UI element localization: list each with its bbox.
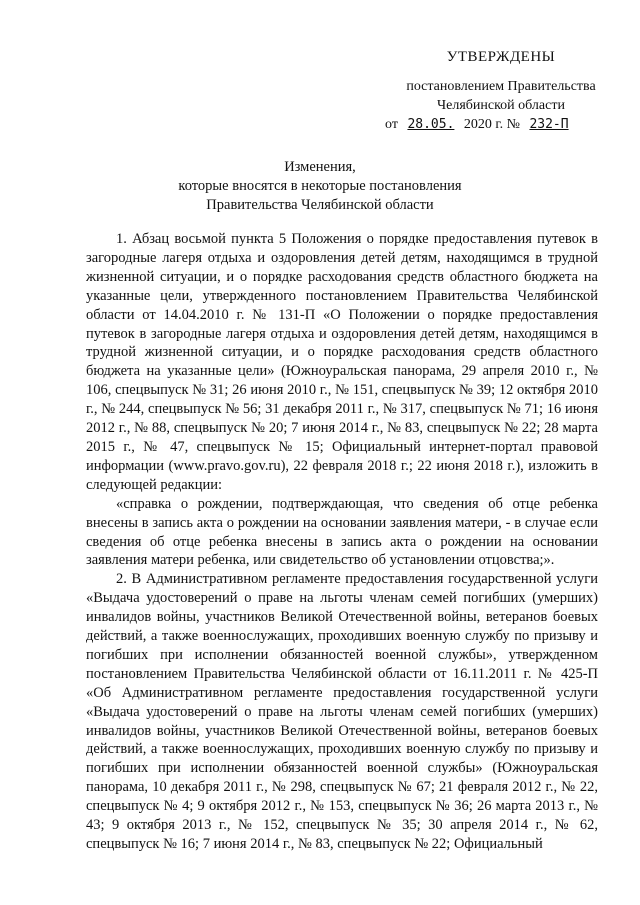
approval-line-1: постановлением Правительства: [406, 79, 596, 94]
paragraph-2: 2. В Административном регламенте предоставления государственной услуги «Выдача удостоверений о праве на льготы членам семей погибших (умерших) инвалидов войны, участников Великой Отечественной войны, ветеранов боевых действий, а также военнослужащих, проходивших военную службу по призыву и погибших при исполнении обязанностей военной службы», утвержденном постановлением Правительства Челябинской области от 16.11.2011 г. № 425-П «Об Административном регламенте предоставления государственной услуги «Выдача удостоверений о праве на льготы членам семей погибших (умерших) инвалидов войны, участников Великой Отечественной войны, ветеранов боевых действий, а также военнослужащих, проходивших военную службу по призыву и погибших при исполнении обязанностей военной службы» (Южноуральская панорама, 10 декабря 2011 г., № 298, спецвыпуск № 67; 21 февраля 2012 г., № 22, спецвыпуск № 4; 9 октября 2012 г., № 153, спецвыпуск № 36; 26 марта 2013 г., № 43; 9 октября 2013 г., № 152, спецвыпуск № 35; 30 апреля 2014 г., № 62, спецвыпуск № 16; 7 июня 2014 г., № 83, спецвыпуск № 22; Официальный: [86, 571, 598, 852]
paragraph-1: 1. Абзац восьмой пункта 5 Положения о порядке предоставления путевок в загородные лагеря отдыха и оздоровления детей детям, находящимся в трудной жизненной ситуации, и о порядке расходования средств областного бюджета на указанные цели, утвержденного постановлением Правительства Челябинской области от 14.04.2010 г. № 131-П «О Положении о порядке предоставления путевок в загородные лагеря отдыха и оздоровления детей детям, находящимся в трудной жизненной ситуации, и о порядке расходования средств областного бюджета на указанные цели» (Южноуральская панорама, 29 апреля 2010 г., № 106, спецвыпуск № 31; 26 июня 2010 г., № 151, спецвыпуск № 39; 12 октября 2010 г., № 244, спецвыпуск № 56; 31 декабря 2011 г., № 317, спецвыпуск № 71; 16 июня 2012 г., № 88, спецвыпуск № 20; 7 июня 2014 г., № 83, спецвыпуск № 22; 28 марта 2015 г., № 47, спецвыпуск № 15; Официальный интернет-портал правовой информации (www.pravo.gov.ru), 22 февраля 2018 г.; 22 июня 2018 г.), изложить в следующей редакции:: [86, 231, 598, 493]
date-prefix: от: [385, 117, 398, 132]
approval-line-2: Челябинской области: [437, 98, 565, 113]
approval-title: УТВЕРЖДЕНЫ: [446, 49, 556, 65]
date-value: 28.05.: [407, 117, 455, 132]
approval-stamp: [385, 48, 617, 134]
heading-line-1: Изменения,: [284, 159, 356, 175]
document-body: [86, 230, 598, 854]
heading-line-3: Правительства Челябинской области: [206, 197, 434, 213]
paragraph-quote: «справка о рождении, подтверждающая, что сведения об отце ребенка внесены в запись акта о рождении на основании заявления матери, - в случае если сведения об отце ребенка внесены в запись акта о рождении на основании заявления матери ребенка, или свидетельство об установлении отцовства;».: [86, 495, 598, 569]
number-value: 232-П: [529, 117, 569, 132]
heading-line-2: которые вносятся в некоторые постановления: [178, 178, 462, 194]
approval-date-line: [385, 115, 617, 134]
document-heading: [120, 158, 520, 215]
year-text: 2020 г. №: [463, 117, 520, 132]
